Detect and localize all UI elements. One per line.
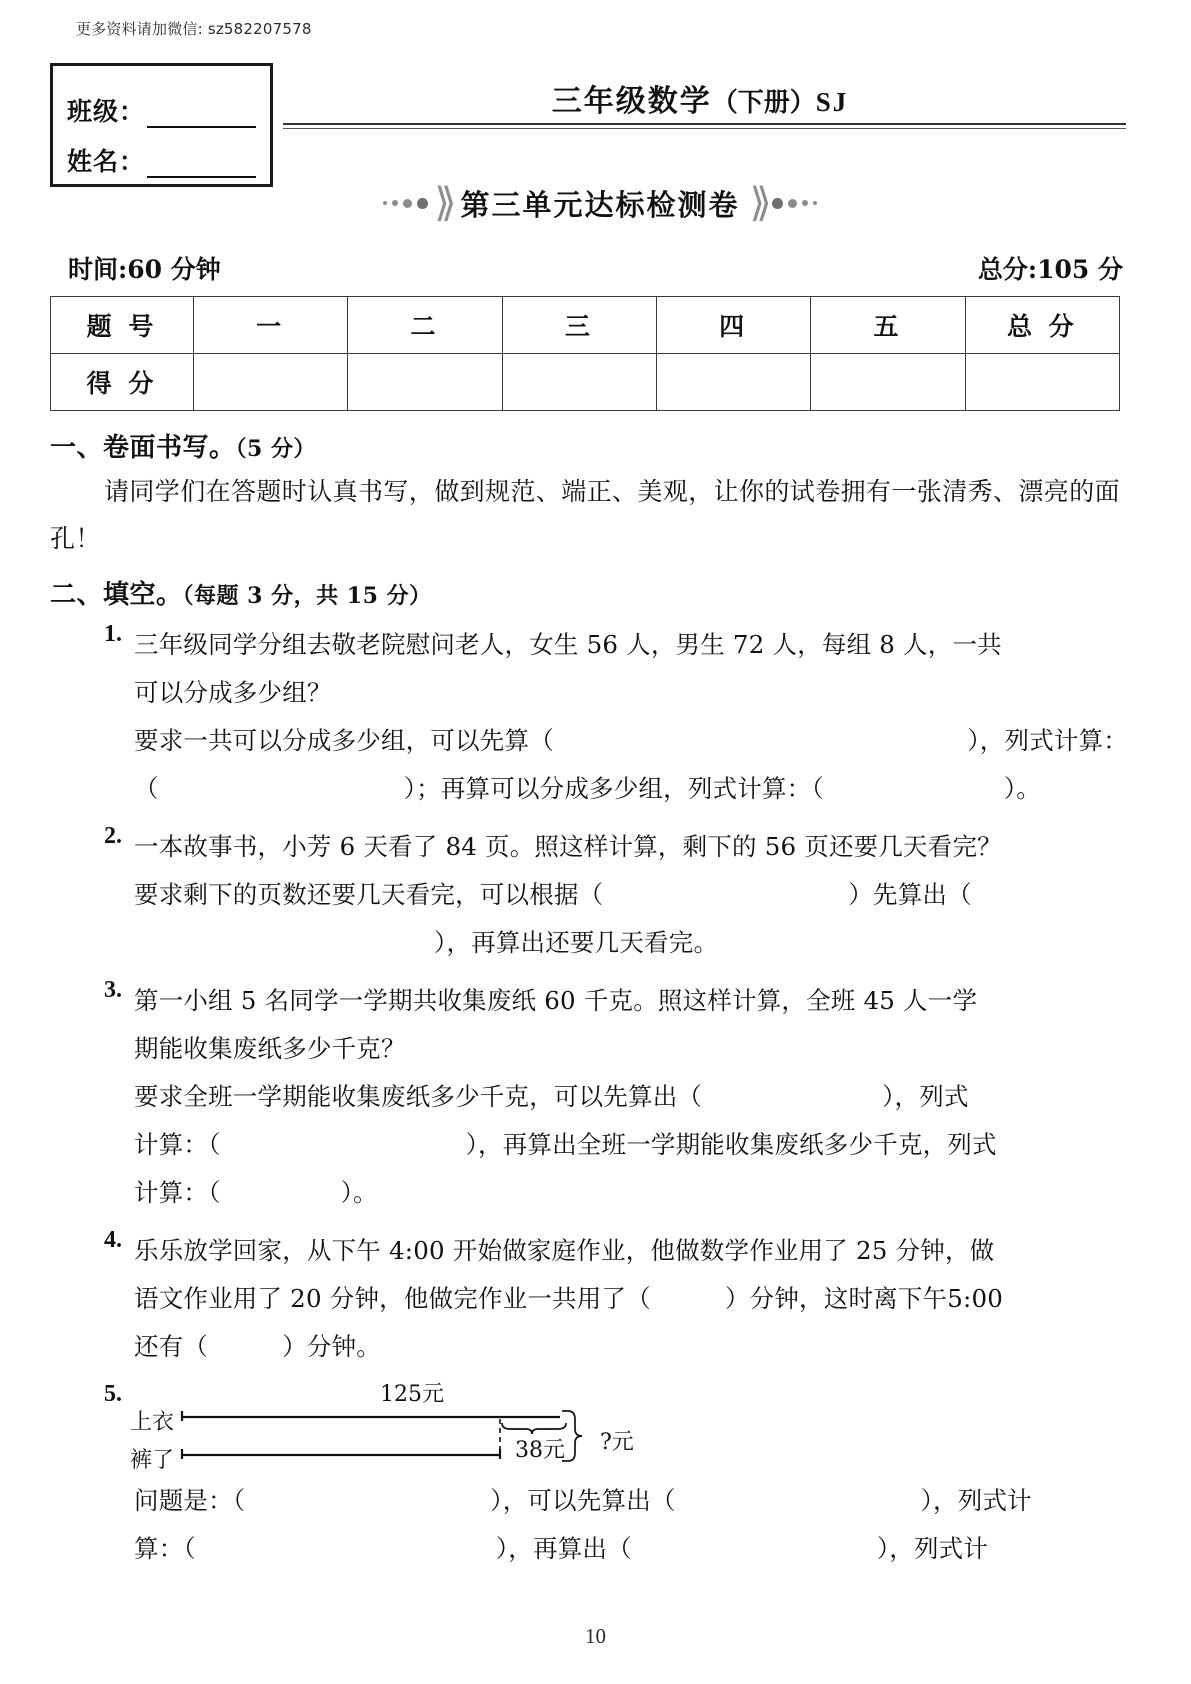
table-row-question-numbers (51, 297, 1120, 354)
section-2-title: 二、填空。 (50, 580, 183, 610)
question-2-blank-line-2 (134, 919, 1128, 967)
name-field-row (67, 128, 270, 178)
question-3-blank-1-pre[interactable]: 要求全班一学期能收集废纸多少千克，可以先算出（ (134, 1082, 703, 1111)
chevron-left-icon: ⟫ (434, 180, 451, 226)
dot-icon (788, 199, 797, 208)
class-input-line[interactable] (147, 98, 256, 128)
diagram-value-shirt-price: 125元 (380, 1382, 444, 1407)
question-2-body (98, 823, 1128, 967)
score-input-q1[interactable] (194, 354, 348, 411)
section-1-paragraph: 请同学们在答题时认真书写，做到规范、端正、美观，让你的试卷拥有一张清秀、漂亮的面孔！ (50, 477, 1121, 553)
dot-icon (403, 199, 412, 208)
diagram-value-difference: 38元 (515, 1438, 565, 1463)
question-5-blank-1-post: ），列式计 (920, 1486, 1032, 1515)
question-3-line-2: 期能收集废纸多少千克？ (134, 1034, 406, 1063)
unit-banner (290, 181, 910, 225)
question-1-blank-line-2 (134, 765, 1128, 813)
title-divider (283, 123, 1126, 129)
total-score: 总分:105 分 (977, 255, 1123, 284)
question-2-blank-1-pre[interactable]: 要求剩下的页数还要几天看完，可以根据（ (134, 880, 604, 909)
section-1-points: （5 分） (235, 436, 316, 462)
section-heading-1 (50, 427, 1128, 464)
question-4-line-2[interactable]: 语文作业用了 20 分钟，他做完作业一共用了（ ）分钟，这时离下午5:00 (134, 1284, 1004, 1313)
dot-icon (417, 198, 428, 209)
question-5-blank-line-2 (134, 1525, 1128, 1573)
diagram-label-shirt: 上衣 (130, 1410, 175, 1435)
question-1-blank-2-open[interactable]: （ (134, 774, 159, 803)
class-label: 班级： (67, 97, 146, 126)
score-input-total[interactable] (965, 354, 1119, 411)
score-input-q3[interactable] (502, 354, 656, 411)
score-input-q5[interactable] (811, 354, 965, 411)
question-1-blank-line-1 (134, 717, 1128, 765)
exam-meta (68, 250, 1123, 286)
paper-code: SJ (815, 87, 849, 117)
question-1-blank-2-mid: ）；再算可以分成多少组，列式计算：（ (403, 774, 824, 803)
question-1-line-2: 可以分成多少组？ (134, 678, 332, 707)
question-3-blank-1-post: ），列式 (882, 1082, 969, 1111)
question-2-blank-line-1 (134, 871, 1128, 919)
section-2-points: （每题 3 分，共 15 分） (182, 583, 432, 609)
score-input-q2[interactable] (348, 354, 502, 411)
time-limit: 时间:60 分钟 (68, 255, 221, 284)
question-5-blank-2-pre[interactable]: 算：（ (134, 1534, 196, 1563)
question-4-line-3[interactable]: 还有（ ）分钟。 (134, 1332, 381, 1361)
score-table-header-score: 得 分 (51, 354, 194, 411)
question-2-number: 2. (104, 823, 122, 849)
banner-dots-right (772, 198, 817, 209)
dot-icon (392, 200, 398, 206)
question-2 (50, 823, 1128, 967)
score-table-cell-q4: 四 (656, 297, 810, 354)
question-5-bar-diagram (130, 1381, 1128, 1477)
question-1 (50, 621, 1128, 813)
question-3-blank-3-pre[interactable]: 计算：（ (134, 1178, 221, 1207)
question-4-body (98, 1227, 1128, 1371)
score-input-q4[interactable] (656, 354, 810, 411)
section-1-title: 一、卷面书写。 (50, 433, 236, 463)
question-1-blank-1-pre[interactable]: 要求一共可以分成多少组，可以先算（ (134, 726, 554, 755)
dot-icon (802, 200, 808, 206)
question-3-blank-2-post: ），再算出全班一学期能收集废纸多少千克，列式 (465, 1130, 997, 1159)
question-3-blank-line-3 (134, 1169, 1128, 1217)
paper-title (290, 76, 1110, 120)
question-3-line-1: 第一小组 5 名同学一学期共收集废纸 60 千克。照这样计算，全班 45 人一学 (134, 986, 978, 1015)
diagram-value-unknown: ?元 (600, 1430, 634, 1455)
question-1-blank-2-close: ）。 (1003, 774, 1041, 803)
dot-icon (813, 201, 817, 205)
question-1-number: 1. (104, 621, 122, 647)
question-3-number: 3. (104, 977, 122, 1003)
question-3 (50, 977, 1128, 1217)
paper-volume: （下册） (711, 88, 816, 118)
question-1-line-1: 三年级同学分组去敬老院慰问老人，女生 56 人，男生 72 人，每组 8 人，一共 (134, 630, 1002, 659)
section-heading-2 (50, 574, 1128, 611)
question-3-blank-line-1 (134, 1073, 1128, 1121)
dot-icon (772, 198, 783, 209)
question-3-blank-2-pre[interactable]: 计算：（ (134, 1130, 221, 1159)
question-4-number: 4. (104, 1227, 122, 1253)
score-table-cell-q2: 二 (348, 297, 502, 354)
diagram-label-pants: 裤了 (130, 1448, 175, 1473)
class-field-row (67, 78, 270, 128)
watermark-text: 更多资料请加微信: sz582207578 (76, 20, 312, 38)
score-table-header-qnum: 题 号 (51, 297, 194, 354)
question-4 (50, 1227, 1128, 1371)
question-2-line-1: 一本故事书，小芳 6 天看了 84 页。照这样计算，剩下的 56 页还要几天看完？ (134, 832, 1002, 861)
question-list (50, 621, 1128, 1573)
page-number: 10 (585, 1624, 606, 1648)
question-5-blank-2-mid: ），再算出（ (495, 1534, 632, 1563)
question-5-blank-line-1 (134, 1477, 1128, 1525)
score-table-cell-q1: 一 (194, 297, 348, 354)
banner-title: 第三单元达标检测卷 (460, 187, 740, 222)
question-2-blank-2: ），再算出还要几天看完。 (434, 928, 719, 957)
score-table (50, 296, 1120, 411)
dot-icon (383, 201, 387, 205)
score-table-cell-q3: 三 (502, 297, 656, 354)
question-2-blank-1-post: ）先算出（ (848, 880, 972, 909)
paper-content (50, 415, 1128, 1573)
question-5-blank-2-post: ），列式计 (876, 1534, 989, 1563)
question-5-blank-1-mid: ），可以先算出（ (490, 1486, 676, 1515)
question-3-body (98, 977, 1128, 1217)
name-input-line[interactable] (147, 148, 256, 178)
student-info-box (50, 63, 273, 187)
chevron-right-icon: ⟫ (749, 180, 766, 226)
question-3-blank-3-post: ）。 (340, 1178, 378, 1207)
table-row-scores (51, 354, 1120, 411)
question-1-body (98, 621, 1128, 813)
score-table-cell-q5: 五 (811, 297, 965, 354)
question-3-blank-line-2 (134, 1121, 1128, 1169)
question-4-line-1: 乐乐放学回家，从下午 4:00 开始做家庭作业，他做数学作业用了 25 分钟，做 (134, 1236, 995, 1265)
question-5 (50, 1381, 1128, 1573)
name-label: 姓名： (67, 147, 146, 176)
question-1-blank-1-post: ），列式计算： (967, 726, 1128, 755)
question-5-number: 5. (104, 1381, 122, 1407)
question-5-body (98, 1381, 1128, 1573)
banner-dots-left (383, 198, 428, 209)
question-5-blank-1-pre[interactable]: 问题是：（ (134, 1486, 246, 1515)
score-table-cell-total: 总 分 (965, 297, 1119, 354)
paper-title-main: 三年级数学 (551, 84, 712, 119)
